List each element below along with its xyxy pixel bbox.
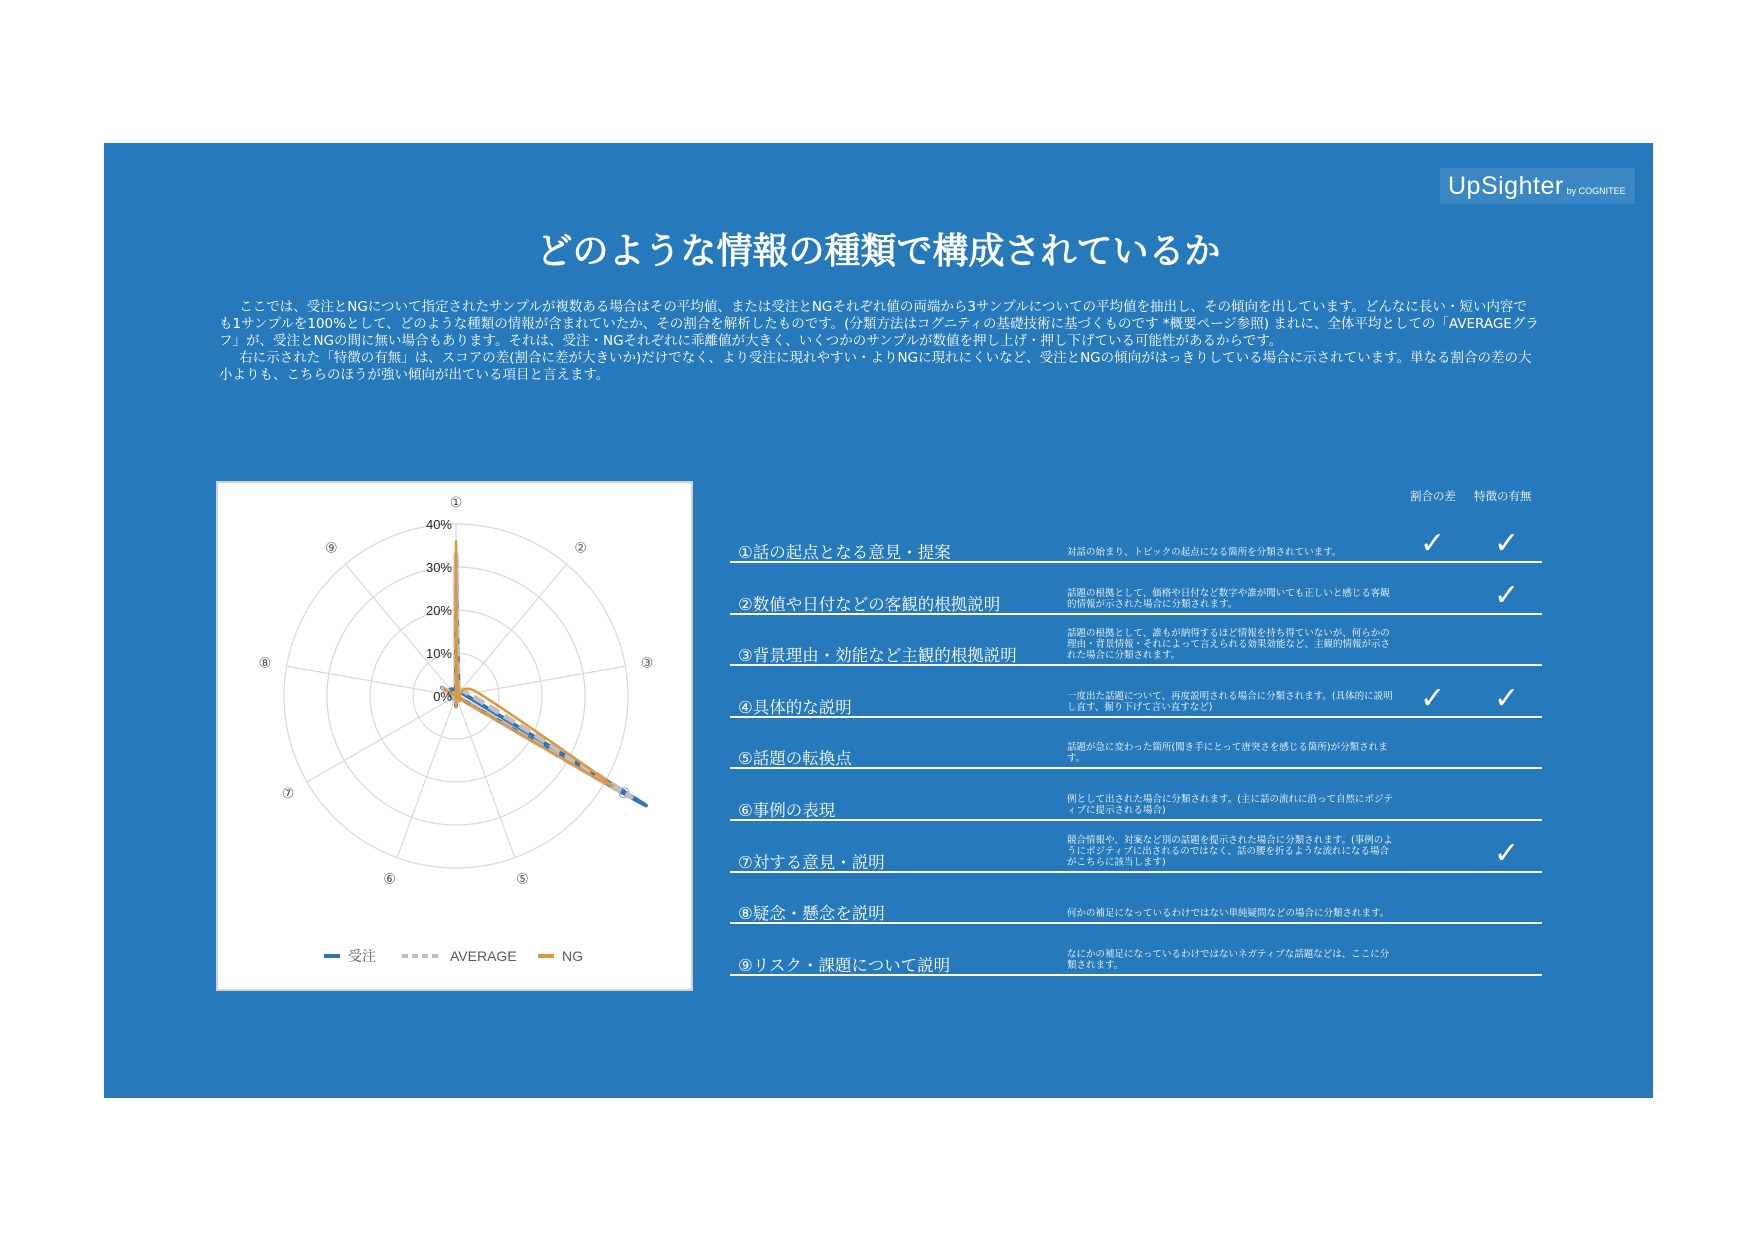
upsighter-logo <box>1440 168 1635 204</box>
page-title: どのような情報の種類で構成されているか <box>536 231 1221 272</box>
logo-by: by COGNITEE <box>1566 186 1626 196</box>
row-label: ①話の起点となる意見・提案 <box>738 543 951 562</box>
grid-spoke <box>287 666 456 696</box>
table-row <box>730 874 1542 924</box>
tick-label: 0% <box>433 689 452 704</box>
series-line <box>443 554 631 797</box>
row-description: 話題の根拠として、誰もが納得するほど情報を持ち得ていないが、何らかの理由・背景情報・それによって言えられる効果効能など、主観的情報が示された場合に分類されます。 <box>1067 628 1391 662</box>
category-label: ⑨ <box>325 540 338 557</box>
category-label: ⑤ <box>516 871 529 888</box>
table-row <box>730 616 1542 666</box>
category-label: ⑧ <box>258 655 272 672</box>
category-label: ④ <box>617 786 631 802</box>
row-label: ③背景理由・効能など主観的根拠説明 <box>738 646 1017 666</box>
row-description: 競合情報や、対案など別の話題を提示された場合に分類されます。(事例のようにポジティブに出されるのではなく、話の腰を折るような流れになる場合がこちらに該当します) <box>1067 834 1393 868</box>
row-description: 一度出た話題について、再度説明される場合に分類されます。(具体的に説明し直す、掘り下げて言い直すなど) <box>1067 690 1393 713</box>
column-header-feature: 特徴の有無 <box>1474 489 1532 503</box>
row-description: 何かの補足になっているわけではない単純疑問などの場合に分類されます。 <box>1067 908 1390 920</box>
tick-label: 10% <box>425 646 452 661</box>
row-label: ⑧疑念・懸念を説明 <box>738 904 885 924</box>
radar-chart-svg <box>218 483 691 989</box>
feature-check-icon: ✓ <box>1494 835 1520 871</box>
category-label: ③ <box>640 655 654 672</box>
table-row <box>730 513 1542 563</box>
series-line <box>444 541 612 786</box>
table-row <box>730 926 1542 976</box>
logo-brand: UpSighter <box>1448 171 1564 200</box>
feature-check-icon: ✓ <box>1494 526 1520 561</box>
row-description: 対話の始まり、トピックの起点になる箇所を分類されています。 <box>1067 547 1342 558</box>
row-description: 話題の根拠として、価格や日付など数字や誰が聞いても正しいと感じる客観的情報が示された場合に分類されます。 <box>1067 587 1390 610</box>
tick-label: 20% <box>425 603 452 618</box>
category-label: ⑥ <box>383 871 396 888</box>
row-description: 例として出された場合に分類されます。(主に話の流れに沿って自然にポジティブに提示される場合) <box>1067 794 1393 816</box>
description <box>219 299 1539 384</box>
legend-label: AVERAGE <box>450 948 517 964</box>
grid-spoke <box>307 696 456 782</box>
table-row <box>730 719 1542 769</box>
category-label: ⑦ <box>281 786 295 802</box>
table-row <box>730 823 1542 873</box>
ratio-diff-check-icon: ✓ <box>1420 680 1446 716</box>
feature-check-icon: ✓ <box>1494 680 1520 716</box>
table-row <box>730 668 1542 718</box>
legend-label: NG <box>562 948 583 964</box>
table-row <box>730 771 1542 821</box>
radar-chart <box>216 481 693 991</box>
legend-label: 受注 <box>348 948 376 964</box>
series-line <box>442 563 646 806</box>
row-label: ⑤話題の転換点 <box>738 749 852 769</box>
column-header-ratio-diff: 割合の差 <box>1410 489 1456 503</box>
row-description: なにかの補足になっているわけではないネガティブな話題などは、ここに分類されます。 <box>1067 948 1390 971</box>
tick-label: 40% <box>425 517 452 532</box>
grid-spoke <box>397 696 456 858</box>
ratio-diff-check-icon: ✓ <box>1420 526 1446 561</box>
description-paragraph: ここでは、受注とNGについて指定されたサンプルが複数ある場合はその平均値、または受注とNGそれぞれ値の両端から3サンプルについての平均値を抽出し、その傾向を出しています。どんなに長い・短い内容でも1サンプルを100%として、どのような種類の情報が含まれていたか、その割合を解析したものです。(分類方法はコグニティの基礎技術に基づくものです *概要ページ参照) まれに、全体平均としての「AVERAGEグラフ」が、受注とNGの間に無い場合もあります。それは、受注・NGそれぞれに乖離値が大きく、いくつかのサンプルが数値を押し上げ・押し下げている可能性があるからです。 <box>219 299 1539 349</box>
tick-label: 30% <box>425 560 452 575</box>
row-label: ②数値や日付などの客観的根拠説明 <box>738 594 1001 614</box>
row-label: ⑦対する意見・説明 <box>738 852 885 872</box>
row-description: 話題が急に変わった箇所(聞き手にとって唐突さを感じる箇所)が分類されます。 <box>1067 742 1388 765</box>
description-paragraph: 右に示された「特徴の有無」は、スコアの差(割合に差が大きいか)だけでなく、より受注に現れやすい・よりNGに現れにくいなど、受注とNGの傾向がはっきりしている場合に示されています。単なる割合の差の大小よりも、こちらのほうが強い傾向が出ている項目と言えます。 <box>219 350 1532 383</box>
row-label: ⑥事例の表現 <box>738 801 836 820</box>
feature-check-icon: ✓ <box>1494 577 1520 613</box>
grid-spoke <box>456 564 567 696</box>
table-row <box>730 565 1542 615</box>
grid-spoke <box>456 666 625 696</box>
grid-spoke <box>345 564 456 696</box>
category-label: ① <box>449 495 463 511</box>
category-label: ② <box>574 540 587 557</box>
row-label: ④具体的な説明 <box>738 697 852 717</box>
row-label: ⑨リスク・課題について説明 <box>738 955 951 975</box>
slide-panel <box>104 143 1653 1098</box>
